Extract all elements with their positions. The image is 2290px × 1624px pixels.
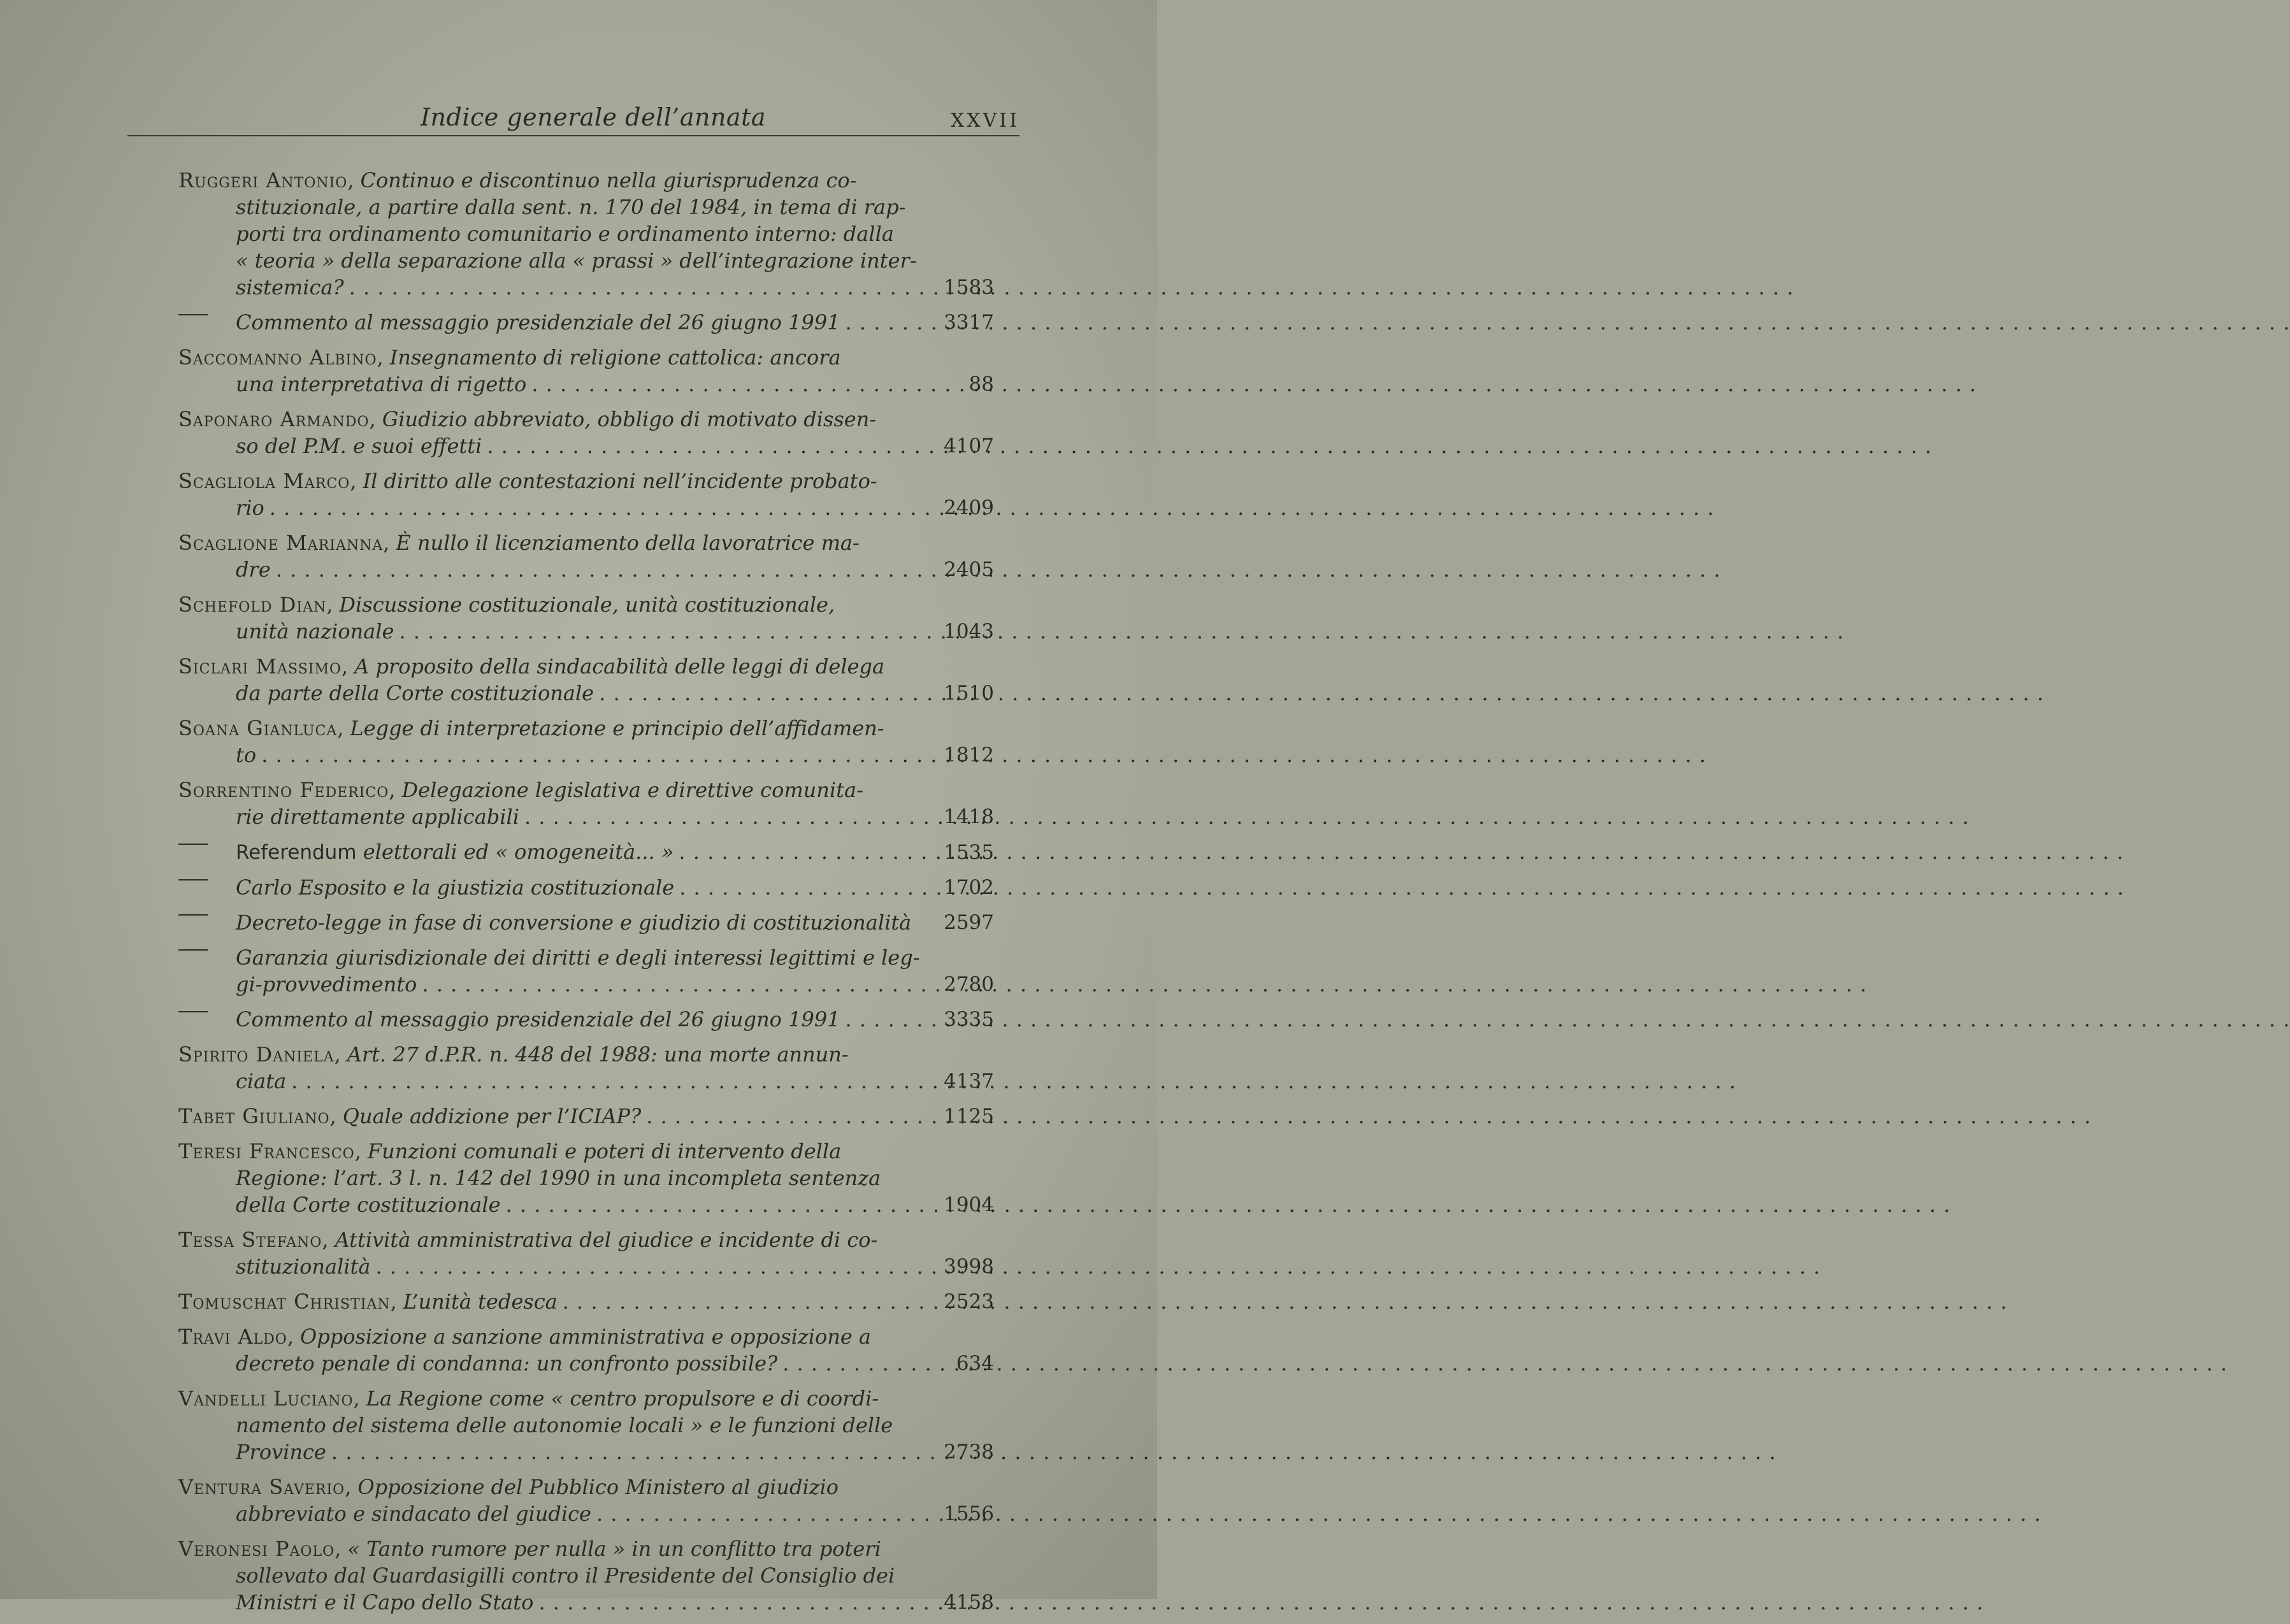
dot-leaders (276, 556, 1721, 583)
dot-leaders (331, 1439, 1776, 1465)
entry-line (236, 1589, 905, 1616)
entry-line: Scagliola Marco, Il diritto alle contestazioni nell’incidente probato- (178, 469, 877, 493)
entry-line: Travi Aldo, Opposizione a sanzione amministrativa e opposizione a (178, 1325, 871, 1349)
index-entry (178, 1041, 1019, 1095)
entry-title: È nullo il licenziamento della lavoratrice ma- (396, 531, 860, 555)
entry-line (236, 433, 905, 459)
index-entry (178, 167, 1019, 301)
entry-title: unità nazionale (236, 619, 394, 643)
entry-title: sistemica? (236, 275, 344, 299)
entry-page: 2780 (944, 973, 994, 996)
em-dash (178, 917, 236, 930)
entry-line: Vandelli Luciano, La Regione come « centro propulsore e di coordi- (178, 1386, 879, 1411)
entry-page: 2597 (944, 911, 994, 934)
dot-leaders (487, 433, 1932, 459)
entry-author: Travi Aldo (178, 1325, 287, 1349)
entry-title: rio (236, 496, 264, 520)
entry-page: 1812 (944, 744, 994, 766)
entry-line (236, 1562, 905, 1589)
index-entry (178, 653, 1019, 707)
entry-page: 634 (956, 1352, 994, 1375)
entry-line (236, 971, 905, 998)
entry-title: Commento al messaggio presidenziale del 26 giugno 1991 (236, 1007, 840, 1031)
entry-page: 1418 (944, 805, 994, 828)
entry-page: 2523 (944, 1290, 994, 1313)
index-entry (178, 944, 1019, 998)
entry-line: Tessa Stefano, Attività amministrativa del giudice e incidente di co- (178, 1228, 878, 1252)
entry-author: Saccomanno Albino (178, 345, 377, 370)
entry-page: 4137 (944, 1070, 994, 1093)
entry-line (236, 1350, 905, 1377)
entry-line (178, 909, 912, 936)
entry-line (236, 742, 905, 768)
entry-line (236, 247, 917, 274)
entry-title: gi-provvedimento (236, 972, 417, 996)
entry-author: Scaglione Marianna (178, 531, 384, 555)
entry-title: La Regione come « centro propulsore e di coordi- (366, 1386, 879, 1411)
entry-line: Veronesi Paolo, « Tanto rumore per nulla » in un conflitto tra poteri (178, 1537, 881, 1561)
entry-line (236, 194, 905, 220)
entry-title: una interpretativa di rigetto (236, 372, 527, 396)
dot-leaders (399, 618, 1844, 645)
entry-line (236, 556, 905, 583)
entry-line: Ventura Saverio, Opposizione del Pubblico Ministero al giudizio (178, 1475, 839, 1499)
entry-line (236, 1165, 905, 1191)
entry-line: Scaglione Marianna, È nullo il licenziamento della lavoratrice ma- (178, 531, 860, 555)
entry-title: Art. 27 d.P.R. n. 448 del 1988: una morte annun- (347, 1042, 849, 1067)
entry-title: abbreviato e sindacato del giudice (236, 1502, 591, 1526)
entry-line (178, 838, 905, 866)
em-dash (178, 1014, 236, 1026)
index-entries (178, 167, 1019, 1624)
index-entry (178, 591, 1019, 645)
index-entry (178, 1474, 1019, 1527)
entry-line (178, 309, 905, 336)
entry-page: 2738 (944, 1441, 994, 1463)
index-entry (178, 1006, 1019, 1033)
entry-line (236, 1068, 905, 1095)
entry-title: Garanzia giurisdizionale dei diritti e degli interessi legittimi e leg- (236, 945, 920, 970)
entry-title: Opposizione del Pubblico Ministero al giudizio (357, 1475, 839, 1499)
entry-title: Discussione costituzionale, unità costituzionale, (339, 593, 835, 617)
index-entry (178, 777, 1019, 830)
entry-page: 1702 (944, 876, 994, 899)
dot-leaders (506, 1191, 1951, 1218)
entry-author: Tessa Stefano (178, 1228, 322, 1252)
entry-title: Quale addizione per l’ICIAP? (342, 1104, 642, 1128)
em-dash (178, 846, 236, 859)
entry-title: stituzionalità (236, 1254, 371, 1279)
entry-line (236, 680, 905, 707)
entry-author: Teresi Francesco (178, 1139, 355, 1163)
entry-line (236, 1439, 905, 1465)
entry-line (178, 874, 905, 901)
entry-page: 2405 (944, 558, 994, 581)
entry-author: Ruggeri Antonio (178, 168, 348, 192)
entry-author: Siclari Massimo (178, 654, 342, 679)
entry-line: Siclari Massimo, A proposito della sindacabilità delle leggi di delega (178, 654, 885, 679)
index-entry (178, 909, 1019, 936)
index-entry (178, 1138, 1019, 1218)
entry-line (236, 1253, 905, 1280)
entry-page: 1535 (944, 841, 994, 864)
entry-author: Scagliola Marco (178, 469, 350, 493)
index-entry (178, 1288, 1019, 1315)
entry-title: « Tanto rumore per nulla » in un conflitto tra poteri (347, 1537, 881, 1561)
entry-line (236, 274, 905, 301)
entry-page: 3998 (944, 1255, 994, 1278)
entry-title: Delegazione legislativa e direttive comunita- (401, 778, 863, 802)
index-entry (178, 309, 1019, 336)
entry-title: Commento al messaggio presidenziale del 26 giugno 1991 (236, 310, 840, 334)
entry-author: Vandelli Luciano (178, 1386, 354, 1411)
entry-title: Regione: l’art. 3 l. n. 142 del 1990 in una incompleta sentenza (236, 1166, 881, 1190)
entry-author: Tabet Giuliano (178, 1104, 330, 1128)
entry-author: Tomuschat Christian (178, 1290, 391, 1314)
entry-page: 4158 (944, 1591, 994, 1614)
entry-title: della Corte costituzionale (236, 1193, 501, 1217)
entry-line: Spirito Daniela, Art. 27 d.P.R. n. 448 del 1988: una morte annun- (178, 1042, 849, 1067)
dot-leaders (679, 838, 2124, 866)
dot-leaders (846, 1006, 2290, 1033)
dot-leaders (679, 874, 2124, 901)
entry-title: L’unità tedesca (403, 1290, 558, 1314)
entry-title: Insegnamento di religione cattolica: ancora (389, 345, 841, 370)
dot-leaders (599, 680, 2044, 707)
dot-leaders (538, 1589, 1984, 1616)
entry-author: Veronesi Paolo (178, 1537, 335, 1561)
entry-title: elettorali ed « omogeneità... » (363, 840, 674, 864)
entry-title: stituzionale, a partire dalla sent. n. 170 del 1984, in tema di rap- (236, 195, 906, 219)
index-entry (178, 1103, 1019, 1130)
entry-title: Legge di interpretazione e principio dell’affidamen- (350, 716, 884, 740)
entry-title: Giudizio abbreviato, obbligo di motivato dissen- (382, 407, 877, 431)
header-rule (127, 135, 1019, 136)
dot-leaders (422, 971, 1867, 998)
entry-author: Spirito Daniela (178, 1042, 335, 1067)
entry-line (236, 618, 905, 645)
page-number: XXVII (950, 110, 1019, 132)
entry-line (236, 371, 905, 398)
entry-title: so del P.M. e suoi effetti (236, 434, 482, 458)
entry-line: Ruggeri Antonio, Continuo e discontinuo nella giurisprudenza co- (178, 168, 857, 192)
em-dash (178, 317, 236, 329)
index-entry (178, 1385, 1019, 1465)
entry-line (236, 220, 905, 247)
entry-page: 1510 (944, 682, 994, 705)
entry-title: Carlo Esposito e la giustizia costituzionale (236, 875, 675, 900)
entry-line (178, 1006, 905, 1033)
dot-leaders (349, 274, 1794, 301)
entry-line (236, 1191, 905, 1218)
entry-page: 2409 (944, 496, 994, 519)
entry-page: 1125 (944, 1105, 994, 1128)
entry-author: Saponaro Armando (178, 407, 370, 431)
entry-title: to (236, 743, 257, 767)
dot-leaders (531, 371, 1977, 398)
em-dash (178, 952, 236, 965)
index-entry (178, 529, 1019, 583)
entry-page: 3317 (944, 311, 994, 334)
index-entry (178, 1323, 1019, 1377)
entry-author: Soana Gianluca (178, 716, 338, 740)
entry-title: Opposizione a sanzione amministrativa e opposizione a (300, 1325, 871, 1349)
entry-page: 1904 (944, 1193, 994, 1216)
entry-line (236, 803, 905, 830)
entry-author: Sorrentino Federico (178, 778, 389, 802)
entry-title: dre (236, 557, 271, 582)
entry-title: ciata (236, 1069, 287, 1093)
entry-title: sollevato dal Guardasigilli contro il Presidente del Consiglio dei (236, 1563, 895, 1588)
entry-author: Schefold Dian (178, 593, 327, 617)
entry-page: 1043 (944, 620, 994, 643)
entry-line: Schefold Dian, Discussione costituzionale, unità costituzionale, (178, 593, 835, 617)
entry-title: Il diritto alle contestazioni nell’incidente probato- (363, 469, 877, 493)
entry-title: « teoria » della separazione alla « prassi » dell’integrazione inter- (236, 248, 917, 273)
entry-title: porti tra ordinamento comunitario e ordinamento interno: dalla (236, 222, 894, 246)
dot-leaders (524, 803, 1970, 830)
entry-line: Teresi Francesco, Funzioni comunali e poteri di intervento della (178, 1139, 842, 1163)
entry-title: Decreto-legge in fase di conversione e giudizio di costituzionalità (236, 910, 912, 935)
entry-title: rie direttamente applicabili (236, 805, 519, 829)
entry-line: Tabet Giuliano, Quale addizione per l’ICIAP? . . . (178, 1103, 905, 1130)
entry-line (236, 1500, 905, 1527)
entry-title: Continuo e discontinuo nella giurisprudenza co- (360, 168, 857, 192)
index-entry (178, 406, 1019, 459)
entry-line: Saponaro Armando, Giudizio abbreviato, obbligo di motivato dissen- (178, 407, 877, 431)
dot-leaders (646, 1103, 2091, 1130)
dot-leaders (782, 1350, 2228, 1377)
index-entry (178, 838, 1019, 866)
index-entry (178, 1226, 1019, 1280)
dot-leaders (596, 1500, 2042, 1527)
entry-title: A proposito della sindacabilità delle leggi di delega (354, 654, 885, 679)
dot-leaders (563, 1288, 2008, 1315)
entry-line (236, 494, 905, 521)
index-entry (178, 874, 1019, 901)
index-entry (178, 468, 1019, 521)
entry-line: Sorrentino Federico, Delegazione legislativa e direttive comunita- (178, 778, 863, 802)
entry-page: 1556 (944, 1502, 994, 1525)
entry-page: 1583 (944, 276, 994, 299)
entry-line: Soana Gianluca, Legge di interpretazione e principio dell’affidamen- (178, 716, 884, 740)
dot-leaders (375, 1253, 1820, 1280)
dot-leaders (846, 309, 2290, 336)
entry-page: 3335 (944, 1008, 994, 1031)
entry-line (236, 1412, 905, 1439)
entry-line (178, 944, 920, 971)
entry-title: Funzioni comunali e poteri di intervento della (367, 1139, 842, 1163)
running-head-title: Indice generale dell’annata (421, 103, 767, 131)
entry-title: decreto penale di condanna: un confronto possibile? (236, 1351, 778, 1376)
dot-leaders (291, 1068, 1736, 1095)
entry-title: Attività amministrativa del giudice e incidente di co- (335, 1228, 878, 1252)
entry-title: da parte della Corte costituzionale (236, 681, 594, 705)
em-dash (178, 882, 236, 895)
entry-page: 4107 (944, 435, 994, 457)
entry-author: Ventura Saverio (178, 1475, 345, 1499)
entry-line: Saccomanno Albino, Insegnamento di religione cattolica: ancora (178, 345, 841, 370)
entry-page: 88 (969, 373, 994, 396)
running-head (127, 102, 1019, 140)
index-entry (178, 344, 1019, 398)
entry-line: Tomuschat Christian, L’unità tedesca . . . (178, 1288, 905, 1315)
entry-title: namento del sistema delle autonomie locali » e le funzioni delle (236, 1413, 893, 1437)
index-entry (178, 715, 1019, 768)
index-entry (178, 1535, 1019, 1616)
entry-title: Ministri e il Capo dello Stato (236, 1590, 534, 1614)
entry-title: Province (236, 1440, 326, 1464)
entry-title-upright: Referendum (236, 841, 357, 864)
